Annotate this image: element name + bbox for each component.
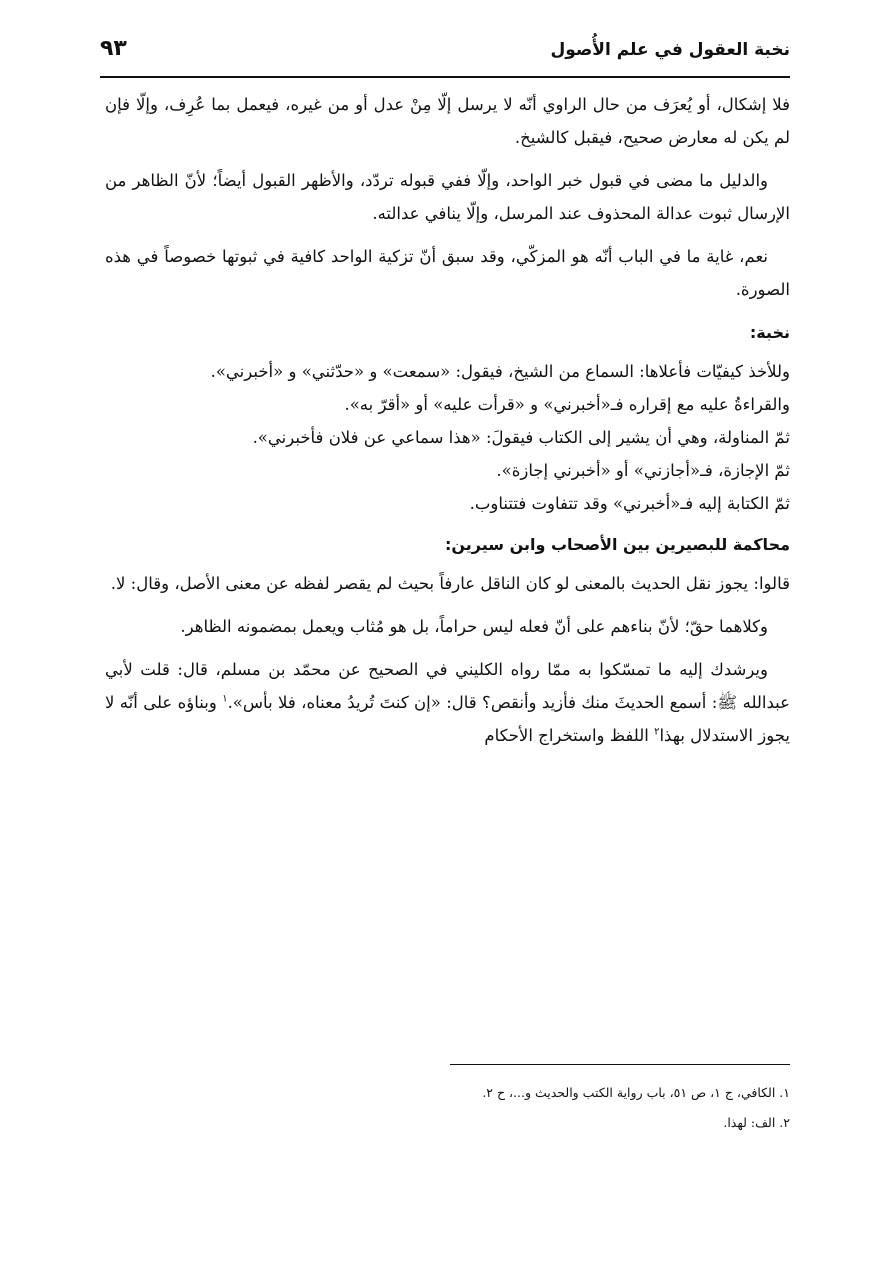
paragraph: فلا إشكال، أو يُعرَف من حال الراوي أنّه لا يرسل إلّا مِنْ عدل أو من غيره، فيعمل بما عُرِف، وإلّا فإن لم يكن له معارض صحيح، فيقبل كالشيخ.: [105, 95, 790, 147]
text-line: ثمّ الكتابة إليه فـ«أخبرني» وقد تتفاوت فتتناوب.: [469, 494, 790, 513]
section-heading: نخبة:: [749, 323, 790, 342]
main-text: [105, 88, 790, 762]
paragraph: نعم، غاية ما في الباب أنّه هو المزكّي، وقد سبق أنّ تزكية الواحد كافية في ثبوتها خصوصاً في هذه الصورة.: [105, 247, 790, 299]
page-header: [100, 28, 790, 74]
paragraph: [105, 653, 790, 752]
paragraph: والدليل ما مضى في قبول خبر الواحد، وإلّا ففي قبوله تردّد، والأظهر القبول أيضاً؛ لأنّ الظاهر من الإرسال ثبوت عدالة المحذوف عند المرسل، وإلّا ينافي عدالته.: [105, 171, 790, 223]
running-title: نخبة العقول في علم الأُصول: [550, 40, 790, 60]
footnote-ref[interactable]: ٢: [654, 726, 660, 738]
footnote-divider: [450, 1064, 790, 1065]
text-line: ثمّ الإجازة، فـ«أجازني» أو «أخبرني إجازة».: [496, 461, 790, 480]
footnote: ١. الكافي، ج ١، ص ٥١، باب رواية الكتب والحديث و...، ح ٢.: [482, 1085, 790, 1100]
paragraph-text: وبناؤه على أنّه لا يجوز الاستدلال بهذا: [105, 693, 790, 745]
page-number: ٩٣: [100, 36, 127, 61]
footnote-ref[interactable]: ١: [222, 693, 228, 705]
paragraph: قالوا: يجوز نقل الحديث بالمعنى لو كان الناقل عارفاً بحيث لم يقصر لفظه عن معنى الأصل، وقال: لا.: [110, 574, 790, 593]
text-line: ثمّ المناولة، وهي أن يشير إلى الكتاب فيقولَ: «هذا سماعي عن فلان فأخبرني».: [252, 428, 790, 447]
footnote: ٢. الف: لهذا.: [723, 1115, 790, 1130]
section-heading: محاكمة للبصيرين بين الأصحاب وابن سيرين:: [444, 535, 790, 554]
header-divider: [100, 76, 790, 78]
footnotes: [300, 1078, 790, 1138]
text-line: والقراءةُ عليه مع إقراره فـ«أخبرني» و «قرأت عليه» أو «أقرّ به».: [344, 395, 790, 414]
paragraph-text: ويرشدك إليه ما تمسّكوا به ممّا رواه الكليني في الصحيح عن محمّد بن مسلم، قال: قلت لأبي عبدالله ﷺ: أسمع الحديثَ منك فأزيد وأنقص؟ قال: «إن كنتَ تُريدُ معناه، فلا بأس».: [105, 660, 790, 712]
paragraph: وكلاهما حقّ؛ لأنّ بناءهم على أنّ فعله ليس حراماً، بل هو مُثاب ويعمل بمضمونه الظاهر.: [180, 617, 768, 636]
text-line: وللأخذ كيفيّات فأعلاها: السماع من الشيخ، فيقول: «سمعت» و «حدّثني» و «أخبرني».: [210, 362, 790, 381]
paragraph-text: اللفظ واستخراج الأحكام: [484, 726, 655, 745]
